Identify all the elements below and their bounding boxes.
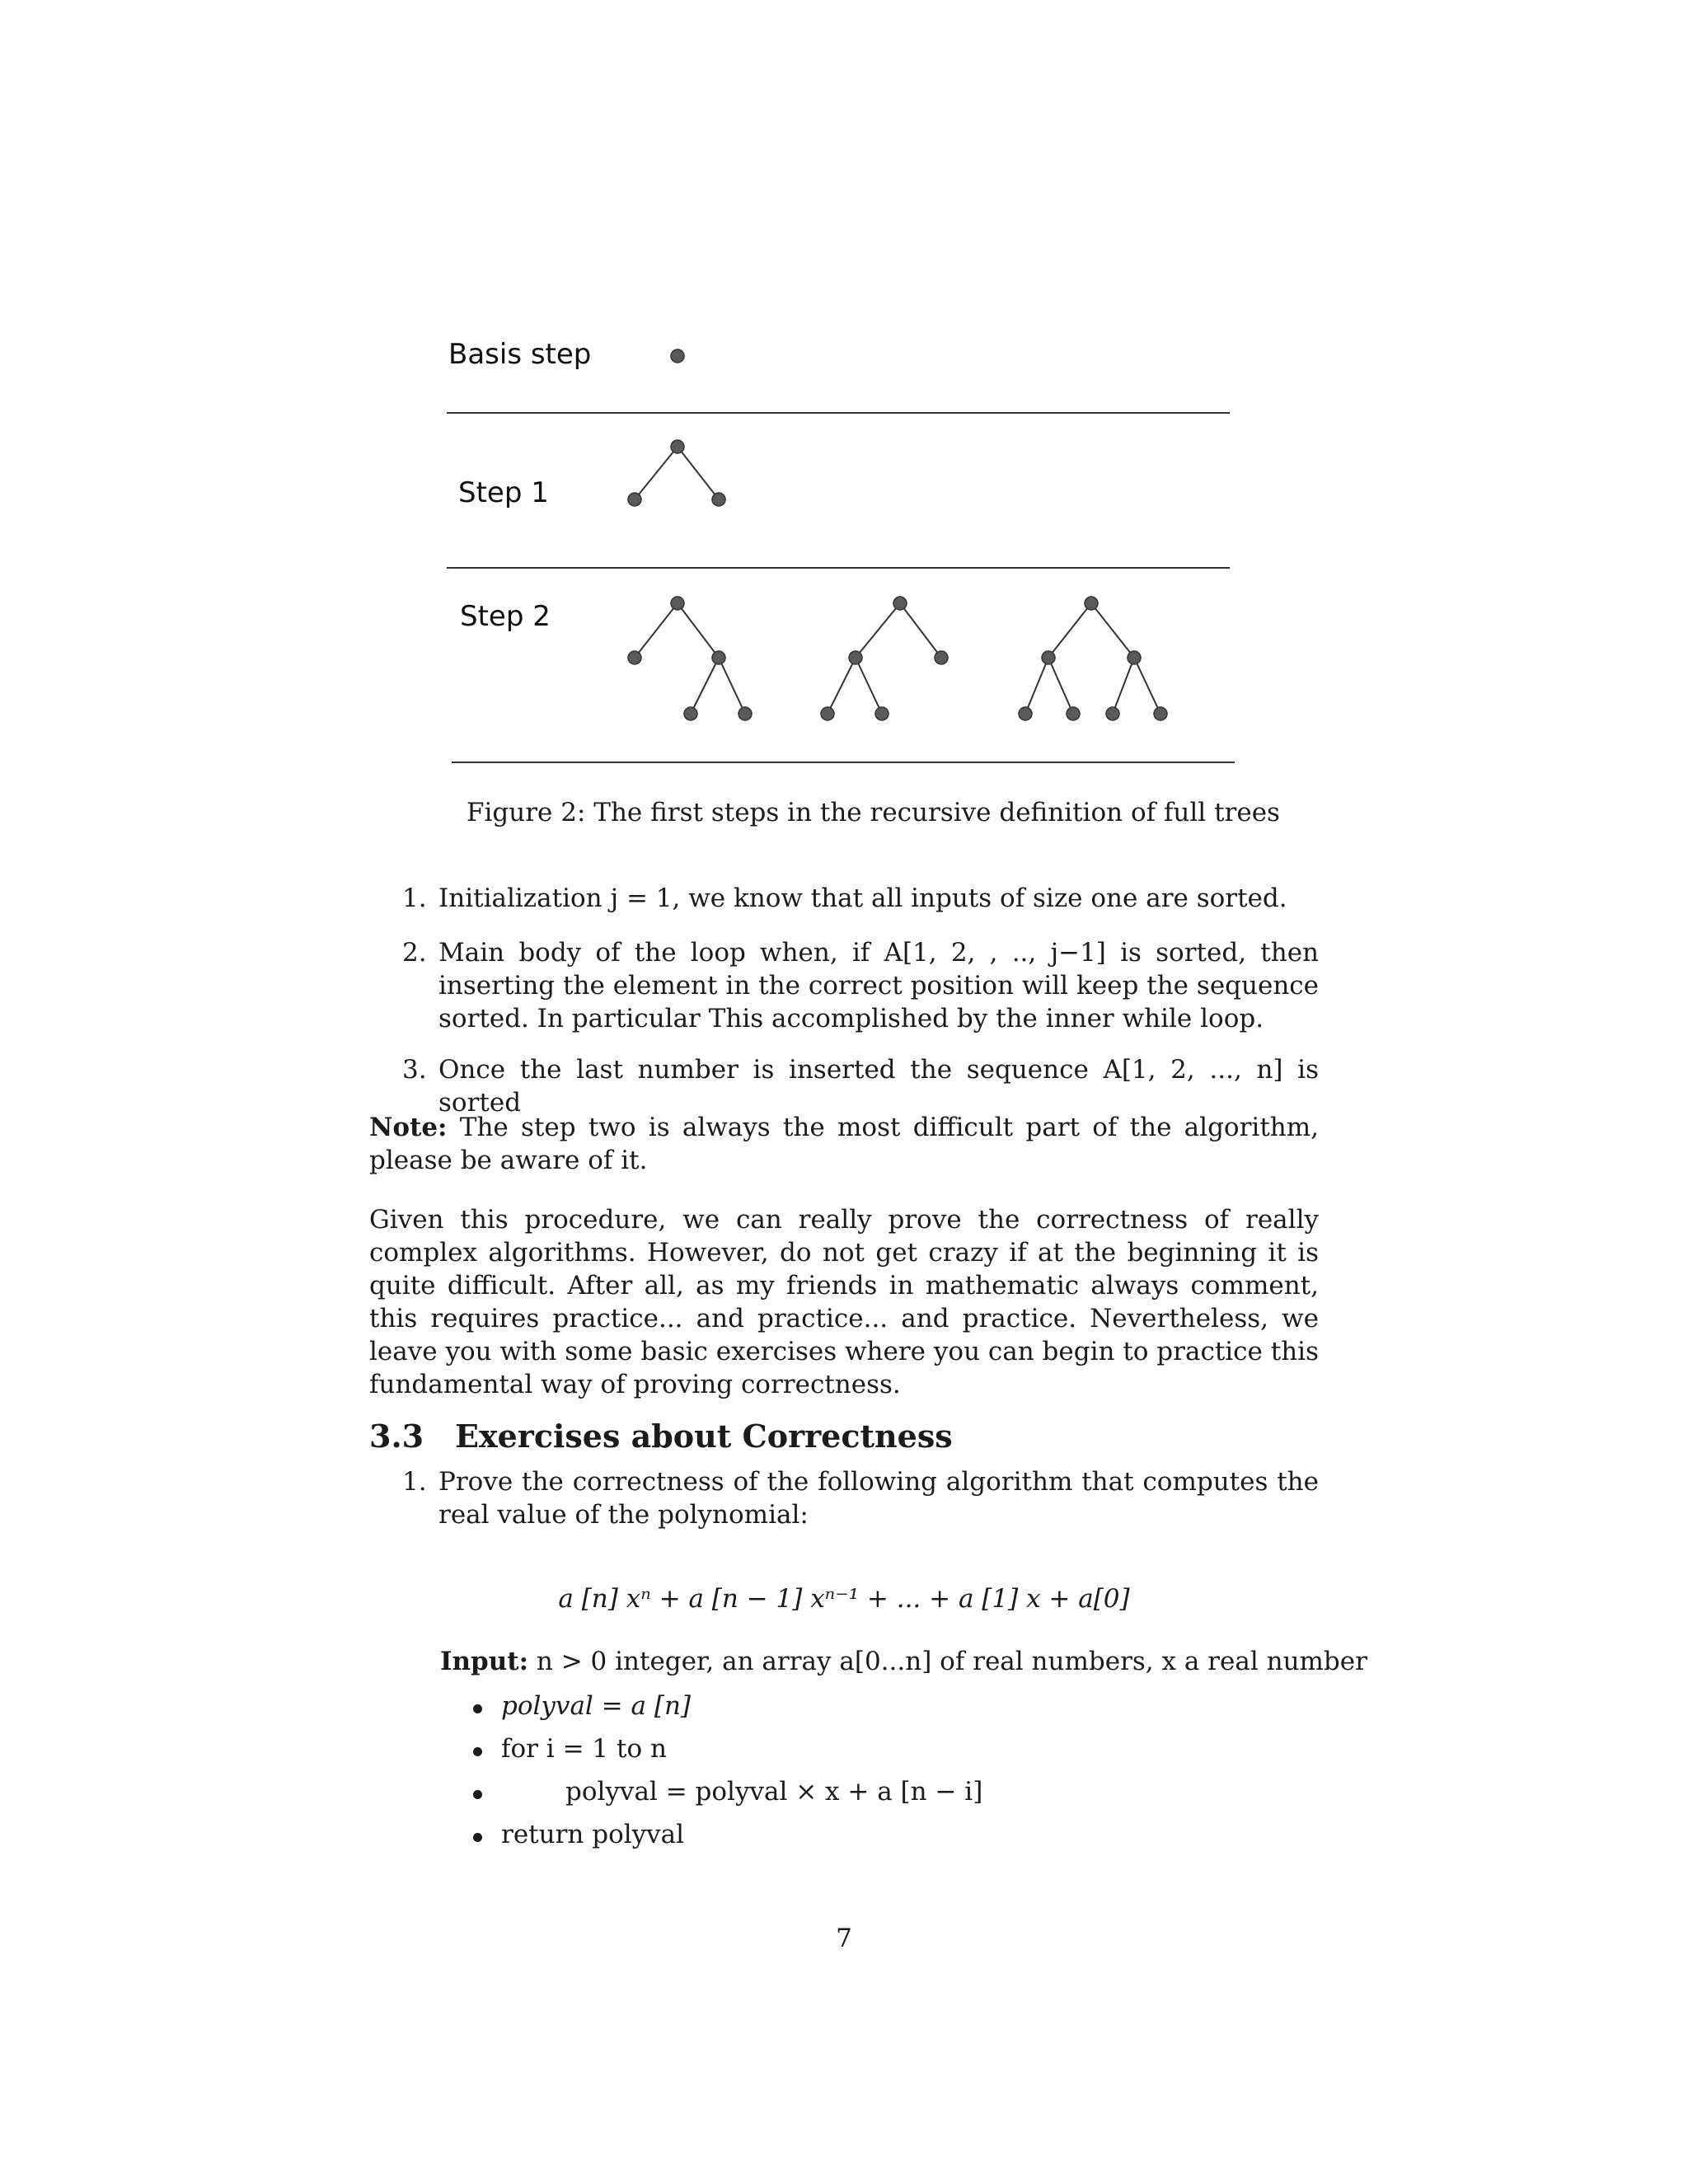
list-item-text: Main body of the loop when, if A[1, 2, , .., j−1] is sorted, then inserting the element in the correct position will keep the sequence sorted. In particular This accomplished by the inner while loop.: [438, 938, 1319, 1033]
tree-node: [1085, 597, 1098, 610]
tree-node: [1067, 707, 1080, 720]
step-1-label: Step 1: [458, 476, 549, 509]
tree-node: [849, 651, 862, 664]
input-text: n > 0 integer, an array a[0...n] of real numbers, x a real number: [536, 1647, 1367, 1676]
list-item-number: 1.: [402, 1467, 427, 1497]
tree-node: [875, 707, 889, 720]
exercise-text: Prove the correctness of the following algorithm that computes the real value of the polynomial:: [438, 1467, 1319, 1530]
tree-node: [712, 651, 725, 664]
tree-node: [1019, 707, 1032, 720]
tree-node: [671, 349, 684, 363]
tree-node: [684, 707, 697, 720]
tree-node: [1128, 651, 1141, 664]
bullet-icon: [473, 1704, 482, 1713]
list-item-text: Once the last number is inserted the sequence A[1, 2, ..., n] is sorted: [438, 1055, 1319, 1118]
section-title: Exercises about Correctness: [455, 1418, 953, 1455]
bullet-icon: [473, 1747, 482, 1756]
algorithm-line-text: polyval = polyval × x + a [n − i]: [565, 1777, 983, 1807]
note-label: Note:: [369, 1113, 448, 1142]
tree-node: [1154, 707, 1167, 720]
algorithm-line-text: return polyval: [501, 1820, 685, 1849]
bullet-icon: [473, 1790, 482, 1799]
tree-diagrams: [429, 313, 1253, 841]
bullet-icon: [473, 1833, 482, 1842]
list-item-number: 1.: [402, 883, 427, 913]
tree-node: [935, 651, 948, 664]
polynomial-formula: a [n] xⁿ + a [n − 1] xⁿ⁻¹ + ... + a [1] x + a[0]: [558, 1584, 1130, 1614]
tree-node: [628, 493, 641, 506]
input-line: [440, 1647, 1367, 1676]
tree-node: [628, 651, 641, 664]
tree-node: [671, 440, 684, 453]
body-paragraph: Given this procedure, we can really prove the correctness of really complex algorithms. However, do not get crazy if at the beginning it is quite difficult. After all, as my friends in mathematic always comment, this requires practice... and practice... and practice. Nevertheless, we leave you with some basic exercises where you can begin to practice this fundamental way of proving correctness.: [369, 1205, 1319, 1399]
list-item-number: 2.: [402, 938, 427, 968]
section-number: 3.3: [369, 1418, 424, 1455]
tree-node: [738, 707, 752, 720]
tree-node: [1106, 707, 1119, 720]
note-text-wrapper: [369, 1111, 1319, 1177]
tree-node: [893, 597, 907, 610]
tree-node: [671, 597, 684, 610]
algorithm-line-text: polyval = a [n]: [501, 1691, 692, 1721]
list-item-number: 3.: [402, 1055, 427, 1085]
full-trees-figure: [429, 313, 1253, 841]
tree-node: [1042, 651, 1055, 664]
page-number: 7: [836, 1924, 852, 1953]
step-2-label: Step 2: [460, 600, 551, 633]
basis-step-label: Basis step: [448, 338, 592, 371]
tree-node: [712, 493, 725, 506]
algorithm-line-text: for i = 1 to n: [501, 1734, 667, 1764]
figure-caption: Figure 2: The first steps in the recursive definition of full trees: [467, 798, 1280, 827]
list-item-text: Initialization j = 1, we know that all inputs of size one are sorted.: [438, 883, 1287, 913]
tree-node: [821, 707, 834, 720]
note-text: The step two is always the most difficult part of the algorithm, please be aware of it.: [369, 1113, 1319, 1175]
input-label: Input:: [440, 1647, 529, 1676]
